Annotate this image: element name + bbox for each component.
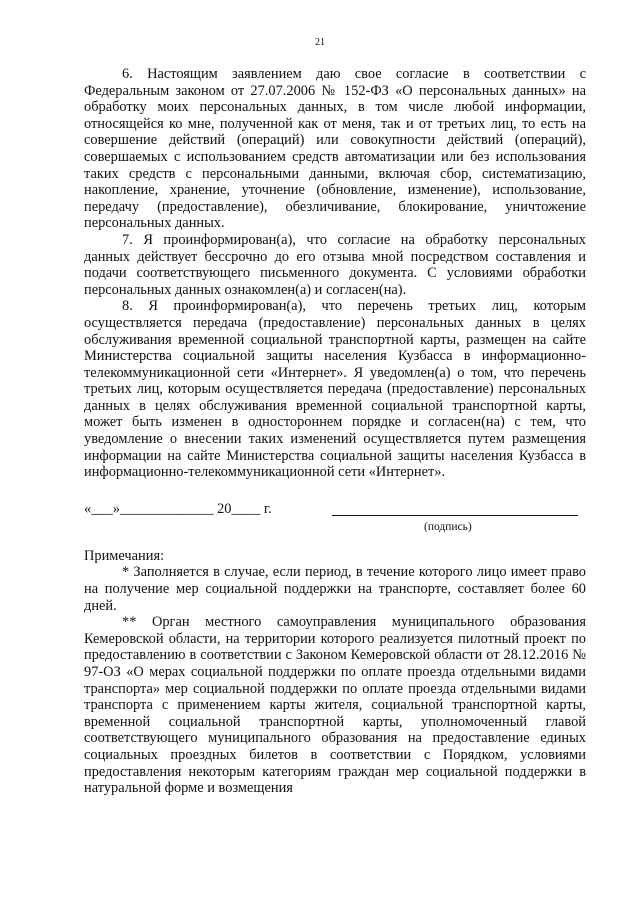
paragraph-6-consent: 6. Настоящим заявлением даю свое согласие в соответствии с Федеральным законом от 27.07.2006 № 152-ФЗ «О персональных данных» на обработку моих персональных данных, в том числе любой информации, относящейся ко мне, полученной как от меня, так и от третьих лиц, то есть на совершение действий (операций) или совокупности действий (операций), совершаемых с использованием средств автоматизации или без использования таких средств с персональными данными, включая сбор, систематизацию, накопление, хранение, уточнение (обновление, изменение), использование, передачу (предоставление), обезличивание, блокирование, уничтожение персональных данных. [84, 66, 586, 232]
note-single-asterisk: * Заполняется в случае, если период, в течение которого лицо имеет право на получение мер социальной поддержки на транспорте, составляет более 60 дней. [84, 564, 586, 614]
page-number: 21 [315, 37, 325, 48]
paragraph-8-third-parties: 8. Я проинформирован(а), что перечень третьих лиц, которым осуществляется передача (предоставление) персональных данных в целях обслуживания временной социальной транспортной карты, размещен на сайте Министерства социальной защиты населения Кузбасса в информационно-телекоммуникационной сети «Интернет». Я уведомлен(а) о том, что перечень третьих лиц, которым осуществляется передача (предоставление) персональных данных в целях обслуживания временной социальной транспортной карты, может быть изменен в одностороннем порядке и согласен(на) с тем, что уведомление о внесении таких изменений осуществляется путем размещения информации на сайте Министерства социальной защиты населения Кузбасса в информационно-телекоммуникационной сети «Интернет». [84, 298, 586, 481]
signature-line [332, 515, 578, 516]
signature-block [84, 501, 586, 535]
paragraph-7-consent-term: 7. Я проинформирован(а), что согласие на обработку персональных данных действует бессрочно до его отзыва мной посредством составления и подачи соответствующего письменного документа. С условиями обработки персональных данных ознакомлен(а) и согласен(на). [84, 231, 586, 298]
date-field: «___»_____________ 20____ г. [84, 500, 272, 517]
document-body [84, 66, 586, 797]
notes-heading: Примечания: [84, 547, 165, 564]
signature-caption: (подпись) [424, 520, 472, 533]
note-double-asterisk: ** Орган местного самоуправления муниципального образования Кемеровской области, на территории которого реализуется пилотный проект по предоставлению в соответствии с Законом Кемеровской области от 28.12.2016 № 97-ОЗ «О мерах социальной поддержки по оплате проезда отдельными видами транспорта» мер социальной поддержки по оплате проезда отдельными видами транспорта с применением карты жителя, социальной транспортной карты, временной социальной транспортной карты, уполномоченный главой соответствующего муниципального образования на предоставление единых социальных проездных билетов в соответствии с Порядком, условиями предоставления некоторым категориям граждан мер социальной поддержки в натуральной форме и возмещения [84, 614, 586, 797]
